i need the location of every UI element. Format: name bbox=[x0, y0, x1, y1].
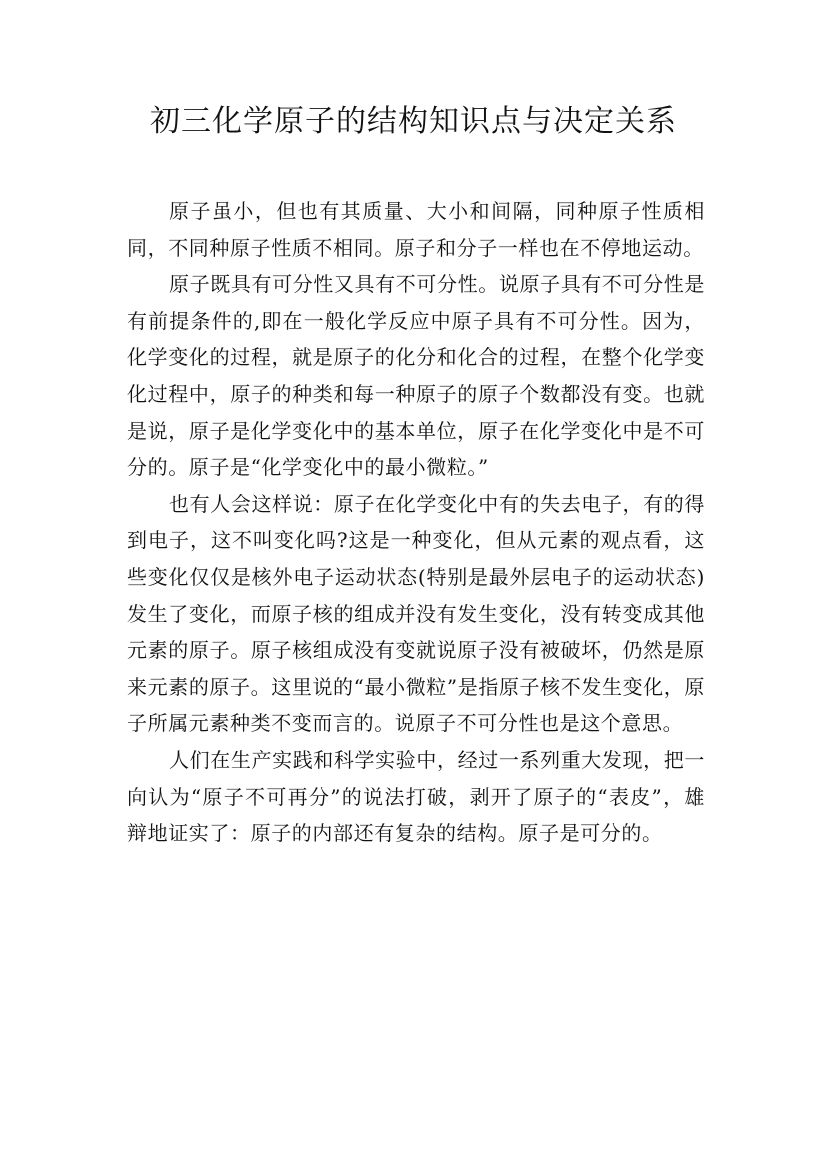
paragraph: 原子虽小，但也有其质量、大小和间隔，同种原子性质相同，不同种原子性质不相同。原子和分子一样也在不停地运动。 bbox=[127, 199, 705, 260]
paragraph: 也有人会这样说：原子在化学变化中有的失去电子，有的得到电子，这不叫变化吗?这是一种变化，但从元素的观点看，这些变化仅仅是核外电子运动状态(特别是最外层电子的运动状态)发生了变化，而原子核的组成并没有发生变化，没有转变成其他元素的原子。原子核组成没有变就说原子没有被破坏，仍然是原来元素的原子。这里说的“最小微粒”是指原子核不发生变化，原子所属元素种类不变而言的。说原子不可分性也是这个意思。 bbox=[127, 491, 705, 736]
paragraph: 人们在生产实践和科学实验中，经过一系列重大发现，把一向认为“原子不可再分”的说法打破，剥开了原子的“表皮”，雄辩地证实了：原子的内部还有复杂的结构。原子是可分的。 bbox=[127, 747, 705, 846]
document-title: 初三化学原子的结构知识点与决定关系 bbox=[150, 104, 677, 139]
document-body bbox=[127, 193, 705, 852]
paragraph: 原子既具有可分性又具有不可分性。说原子具有不可分性是有前提条件的,即在一般化学反应中原子具有不可分性。因为，化学变化的过程，就是原子的化分和化合的过程，在整个化学变化过程中，原子的种类和每一种原子的原子个数都没有变。也就是说，原子是化学变化中的基本单位，原子在化学变化中是不可分的。原子是“化学变化中的最小微粒。” bbox=[127, 272, 705, 480]
